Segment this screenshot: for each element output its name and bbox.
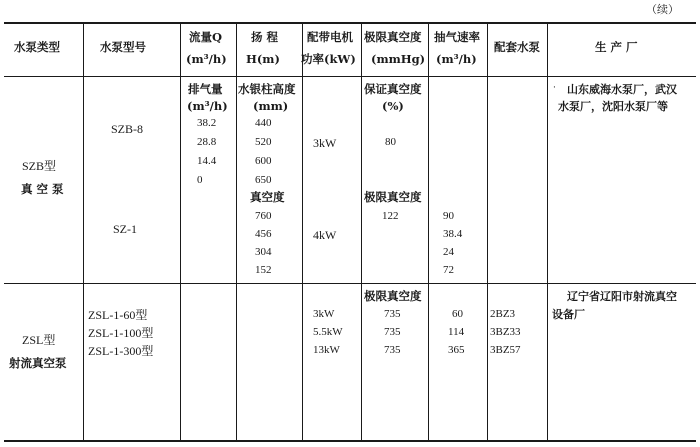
zsl-pumping-value: 114: [448, 326, 465, 338]
zsl-vac-value: 735: [384, 326, 401, 338]
szb-head-value: 650: [255, 174, 272, 186]
table-bottom-rule: [4, 440, 696, 442]
szb-flow-value: 0: [197, 174, 203, 186]
col-divider-8: [547, 22, 548, 441]
szb-vacuum-value: 304: [255, 246, 272, 258]
szb-pumping-value: 72: [443, 264, 454, 276]
zsl-motor: 13kW: [313, 344, 340, 356]
szb-head-value: 600: [255, 155, 272, 167]
szb-type-line1: SZB型: [22, 159, 57, 173]
szb-flow-sub-line1: 排气量: [188, 82, 223, 96]
zsl-model: ZSL-1-300型: [88, 344, 154, 358]
section-rule: [4, 283, 696, 284]
header-matching-pump: 配套水泵: [494, 40, 540, 54]
zsl-vac-value: 735: [384, 344, 401, 356]
zsl-manufacturer-line1: 辽宁省辽阳市射流真空: [567, 290, 677, 303]
szb-head-value: 520: [255, 136, 272, 148]
header-pump-model: 水泵型号: [100, 40, 146, 54]
header-vacuum-line1: 极限真空度: [364, 30, 422, 44]
header-head-line2: H(m): [246, 52, 280, 66]
szb-pumping-value: 38.4: [443, 228, 463, 240]
szb-flow-value: 14.4: [197, 155, 217, 167]
szb-head-sub-line2: (mm): [253, 99, 289, 113]
szb-model-1: SZB-8: [111, 122, 144, 136]
szb-vacuum-value: 152: [255, 264, 272, 276]
col-divider-6: [428, 22, 429, 441]
zsl-matching-pump: 3BZ33: [490, 326, 521, 338]
szb-manufacturer-mark: ·: [553, 83, 556, 93]
zsl-matching-pump: 3BZ57: [490, 344, 521, 356]
header-motor-line2: 功率(kW): [301, 52, 356, 66]
szb-head-sub2: 真空度: [250, 190, 285, 204]
header-rule: [4, 76, 696, 77]
zsl-manufacturer-line2: 设备厂: [552, 308, 585, 321]
header-motor-line1: 配带电机: [307, 30, 353, 44]
zsl-model: ZSL-1-100型: [88, 326, 154, 340]
col-divider-7: [487, 22, 488, 441]
col-divider-4: [302, 22, 303, 441]
col-divider-2: [180, 22, 181, 441]
szb-flow-value: 28.8: [197, 136, 217, 148]
header-pumping-line2: (m³/h): [436, 52, 477, 66]
col-divider-1: [83, 22, 84, 441]
zsl-pumping-value: 365: [448, 344, 465, 356]
szb-motor-2: 4kW: [313, 228, 337, 242]
zsl-vac-sub: 极限真空度: [364, 289, 422, 303]
szb-flow-value: 38.2: [197, 117, 217, 129]
continued-label: （续）: [646, 3, 679, 16]
szb-type-line2: 真 空 泵: [21, 182, 64, 196]
header-pumping-line1: 抽气速率: [434, 30, 480, 44]
zsl-type-line1: ZSL型: [22, 333, 56, 347]
szb-vacuum-value: 456: [255, 228, 272, 240]
szb-pumping-value: 90: [443, 210, 454, 222]
szb-manufacturer-line2: 水泵厂，沈阳水泵厂等: [558, 100, 668, 113]
header-flow-line2: (m³/h): [186, 52, 227, 66]
zsl-vac-value: 735: [384, 308, 401, 320]
header-pump-type: 水泵类型: [14, 40, 60, 54]
header-head-line1: 扬 程: [251, 30, 279, 44]
szb-vac-sub-line1: 保证真空度: [364, 82, 422, 96]
table-top-rule: [4, 22, 696, 24]
szb-manufacturer-line1: 山东威海水泵厂，武汉: [567, 83, 677, 96]
zsl-motor: 3kW: [313, 308, 335, 320]
szb-vac-sub2: 极限真空度: [364, 190, 422, 204]
zsl-type-line2: 射流真空泵: [9, 356, 67, 370]
col-divider-3: [236, 22, 237, 441]
szb-pumping-value: 24: [443, 246, 454, 258]
szb-head-value: 440: [255, 117, 272, 129]
zsl-model: ZSL-1-60型: [88, 308, 148, 322]
szb-motor-1: 3kW: [313, 136, 337, 150]
zsl-motor: 5.5kW: [313, 326, 343, 338]
header-flow-line1: 流量Q: [189, 30, 223, 44]
zsl-pumping-value: 60: [452, 308, 463, 320]
szb-vac-value-2: 122: [382, 210, 399, 222]
szb-model-2: SZ-1: [113, 222, 137, 236]
header-manufacturer: 生 产 厂: [595, 40, 638, 54]
header-vacuum-line2: (mmHg): [371, 52, 426, 66]
zsl-matching-pump: 2BZ3: [490, 308, 516, 320]
col-divider-5: [361, 22, 362, 441]
szb-vacuum-value: 760: [255, 210, 272, 222]
szb-flow-sub-line2: (m³/h): [187, 99, 228, 113]
szb-vac-sub-line2: (%): [382, 99, 404, 113]
szb-head-sub-line1: 水银柱高度: [238, 82, 296, 96]
szb-vac-value-1: 80: [385, 136, 396, 148]
